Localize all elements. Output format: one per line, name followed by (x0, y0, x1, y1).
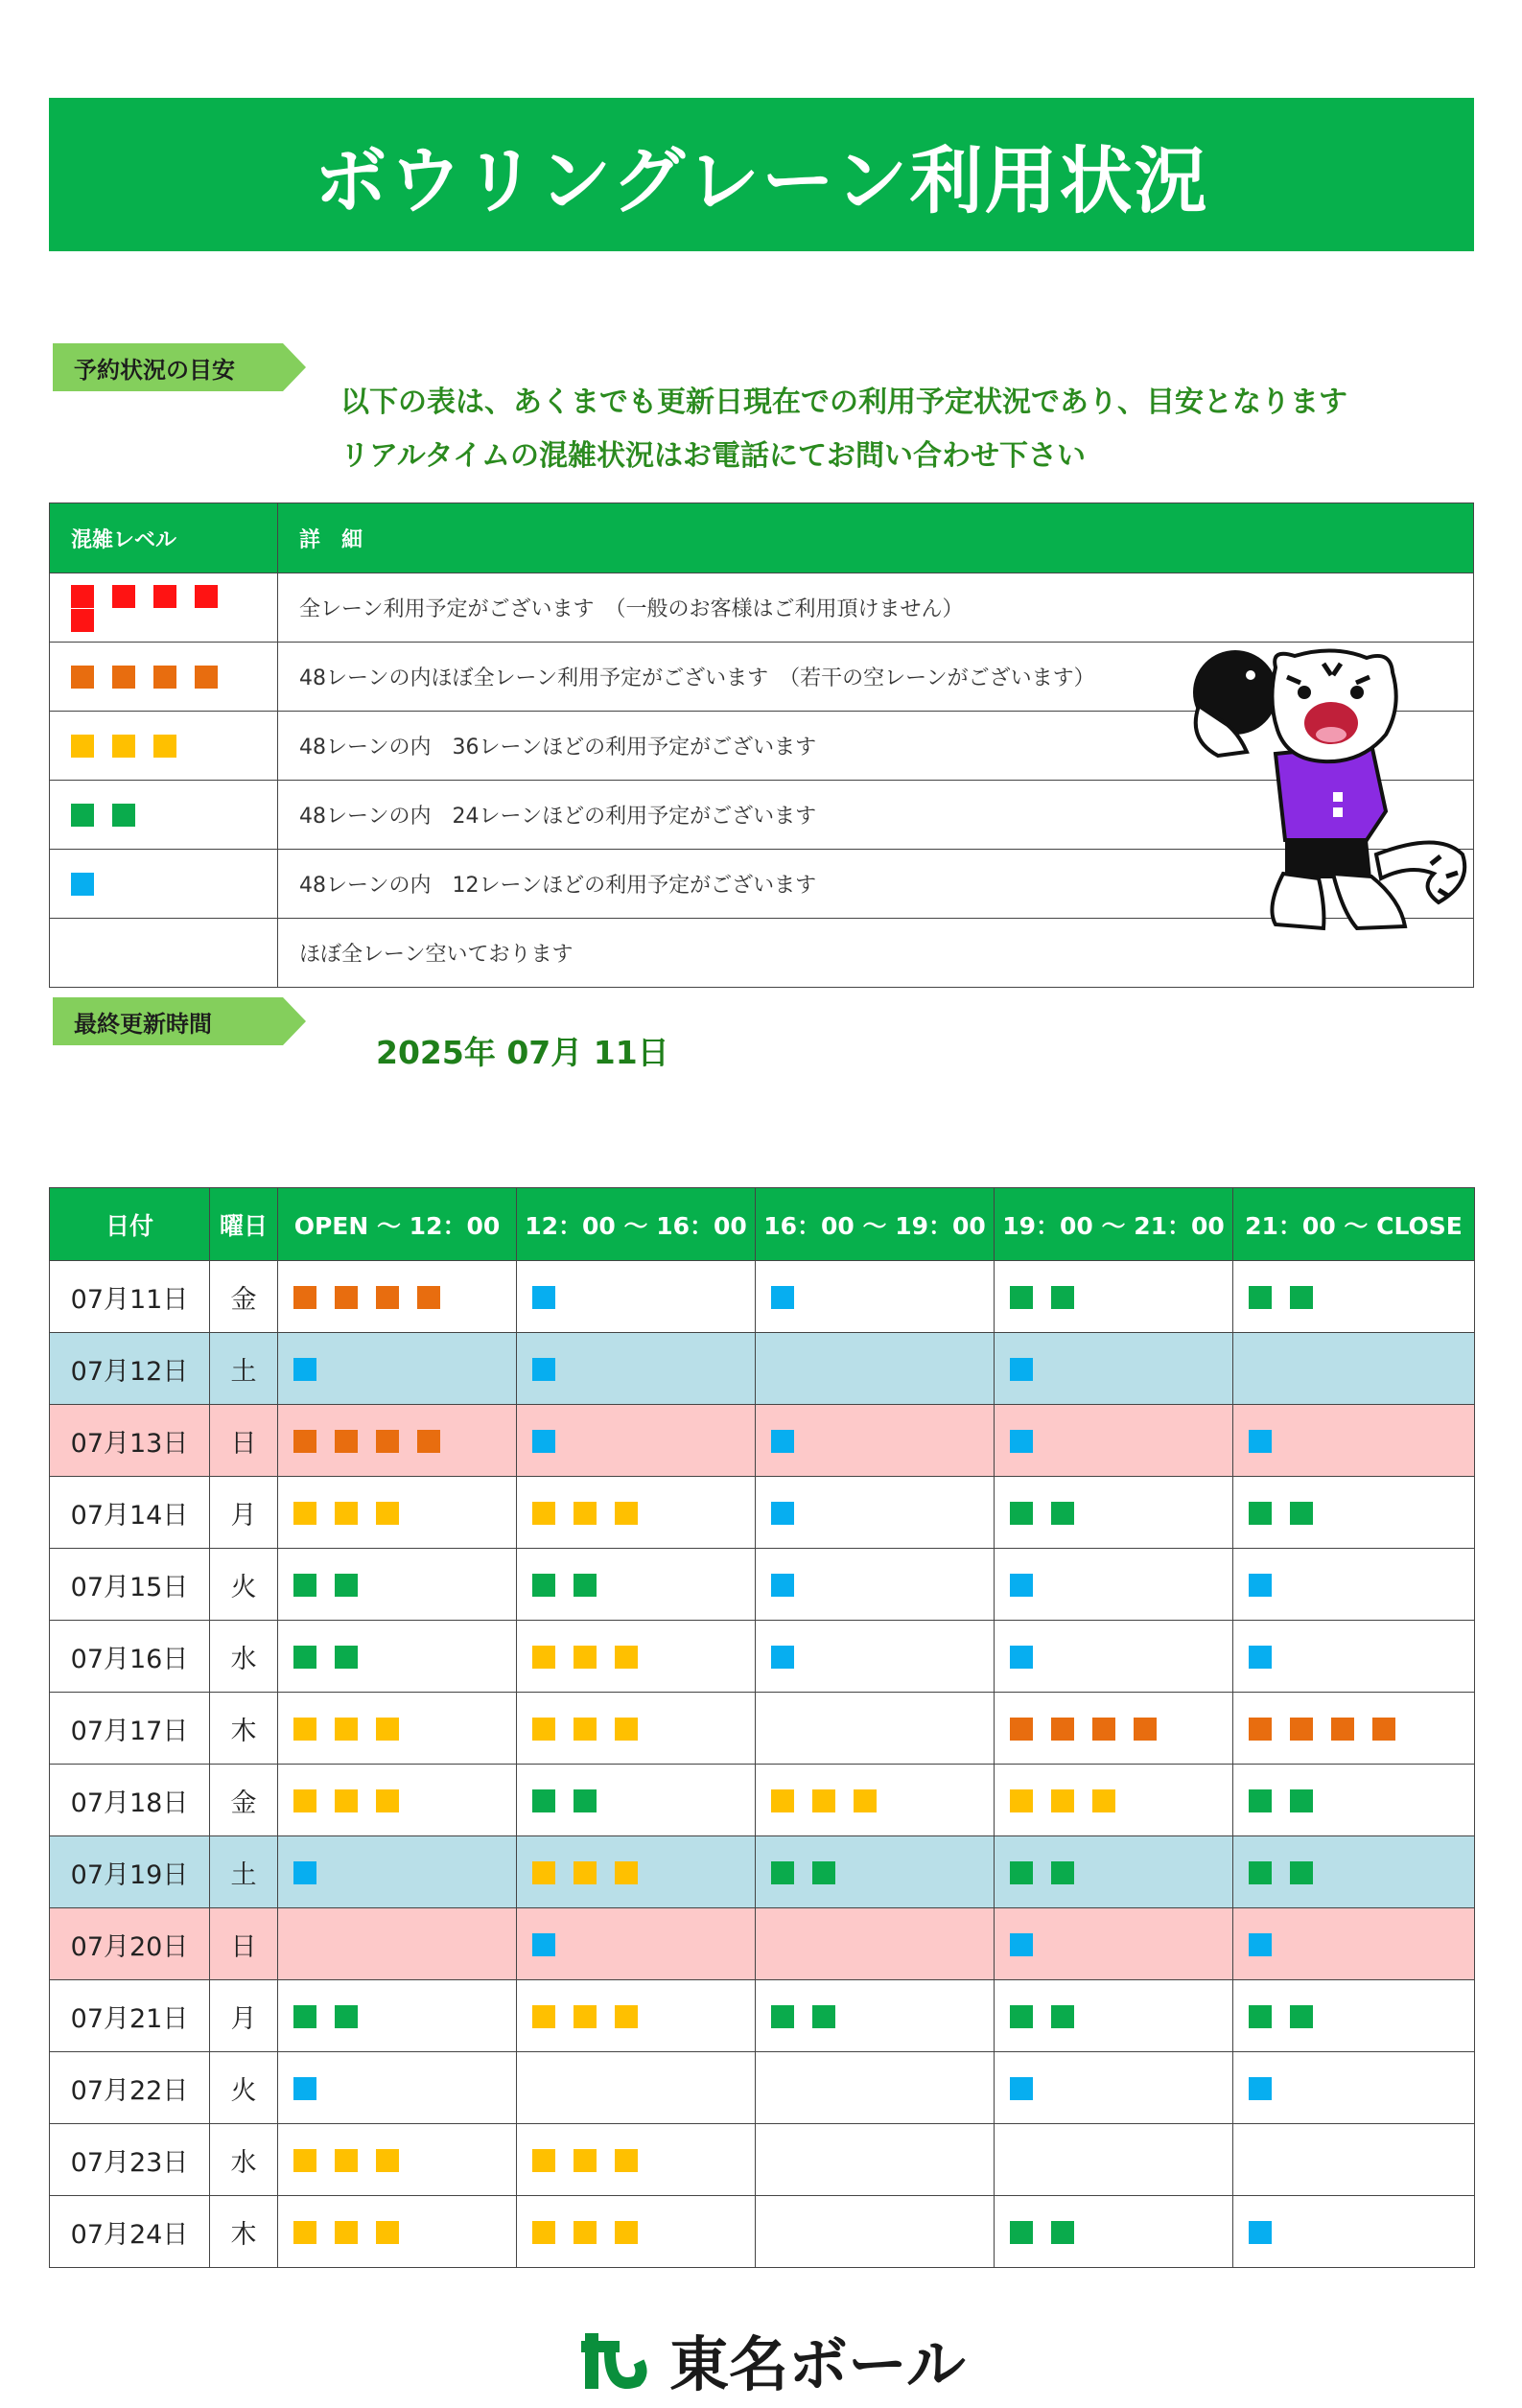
level-2-square-icon (812, 2005, 835, 2028)
header-date: 日付 (50, 1188, 210, 1261)
schedule-row (50, 1549, 1475, 1621)
level-4-square-icon (1331, 1718, 1354, 1741)
slot-cell (1233, 1765, 1475, 1836)
schedule-row (50, 1836, 1475, 1908)
slot-cell (517, 2124, 756, 2196)
slot-cell (517, 1333, 756, 1405)
level-3-square-icon (293, 2221, 316, 2244)
slot-cell (756, 2196, 995, 2268)
level-3-square-icon (812, 1789, 835, 1812)
level-3-square-icon (574, 2005, 597, 2028)
level-3-square-icon (854, 1789, 877, 1812)
date-cell: 07月13日 (50, 1405, 210, 1477)
weekday-cell: 火 (210, 2052, 278, 2124)
weekday-cell: 月 (210, 1477, 278, 1549)
schedule-row (50, 1621, 1475, 1693)
level-3-square-icon (335, 1502, 358, 1525)
weekday-cell: 日 (210, 1908, 278, 1980)
slot-cell (278, 2124, 517, 2196)
date-cell: 07月11日 (50, 1261, 210, 1333)
level-1-square-icon (71, 873, 94, 896)
slot-cell (1233, 1405, 1475, 1477)
weekday-cell: 土 (210, 1333, 278, 1405)
weekday-cell: 金 (210, 1765, 278, 1836)
weekday-cell: 金 (210, 1261, 278, 1333)
level-3-square-icon (574, 1718, 597, 1741)
level-2-square-icon (1290, 1789, 1313, 1812)
level-3-square-icon (376, 1502, 399, 1525)
level-5-square-icon (195, 585, 218, 608)
level-3-square-icon (376, 2149, 399, 2172)
level-4-square-icon (376, 1286, 399, 1309)
date-cell: 07月14日 (50, 1477, 210, 1549)
slot-cell (1233, 1549, 1475, 1621)
slot-cell (517, 1477, 756, 1549)
slot-cell (517, 1621, 756, 1693)
date-cell: 07月19日 (50, 1836, 210, 1908)
legend-level-cell (50, 919, 278, 988)
date-cell: 07月18日 (50, 1765, 210, 1836)
level-1-square-icon (293, 1358, 316, 1381)
level-4-square-icon (293, 1430, 316, 1453)
weekday-cell: 土 (210, 1836, 278, 1908)
level-4-square-icon (1051, 1718, 1074, 1741)
level-3-square-icon (376, 1718, 399, 1741)
slot-cell (756, 1980, 995, 2052)
weekday-cell: 水 (210, 2124, 278, 2196)
slot-cell (517, 1261, 756, 1333)
level-1-square-icon (532, 1430, 555, 1453)
slot-cell (278, 1405, 517, 1477)
level-1-square-icon (1010, 1574, 1033, 1597)
weekday-cell: 火 (210, 1549, 278, 1621)
slot-cell (756, 2052, 995, 2124)
schedule-row (50, 1908, 1475, 1980)
level-1-square-icon (771, 1502, 794, 1525)
level-3-square-icon (376, 1789, 399, 1812)
level-2-square-icon (574, 1789, 597, 1812)
slot-cell (517, 1908, 756, 1980)
level-2-square-icon (1051, 1502, 1074, 1525)
slot-cell (278, 2052, 517, 2124)
level-3-square-icon (532, 2221, 555, 2244)
level-2-square-icon (112, 804, 135, 827)
level-4-square-icon (1249, 1718, 1272, 1741)
slot-cell (1233, 1261, 1475, 1333)
level-3-square-icon (1051, 1789, 1074, 1812)
slot-cell (756, 1261, 995, 1333)
level-2-square-icon (1249, 2005, 1272, 2028)
level-2-square-icon (1249, 1502, 1272, 1525)
level-2-square-icon (1290, 1861, 1313, 1884)
level-4-square-icon (335, 1430, 358, 1453)
level-4-square-icon (376, 1430, 399, 1453)
slot-cell (278, 1693, 517, 1765)
slot-cell (995, 1908, 1233, 1980)
level-2-square-icon (1051, 1861, 1074, 1884)
level-1-square-icon (1249, 1646, 1272, 1669)
level-3-square-icon (335, 2221, 358, 2244)
slot-cell (995, 1477, 1233, 1549)
last-updated-date: 2025年 07月 11日 (376, 1034, 669, 1071)
reservation-guide-tag: 予約状況の目安 (53, 343, 283, 391)
level-3-square-icon (615, 1646, 638, 1669)
legend-row (50, 573, 1474, 643)
level-2-square-icon (1051, 2221, 1074, 2244)
level-2-square-icon (293, 1646, 316, 1669)
level-3-square-icon (615, 1502, 638, 1525)
level-2-square-icon (1249, 1861, 1272, 1884)
slot-cell (995, 1693, 1233, 1765)
legend-detail-cell: 48レーンの内 12レーンほどの利用予定がございます (278, 850, 1474, 919)
level-2-square-icon (1051, 2005, 1074, 2028)
slot-cell (1233, 1333, 1475, 1405)
level-1-square-icon (771, 1574, 794, 1597)
header-weekday: 曜日 (210, 1188, 278, 1261)
level-1-square-icon (532, 1933, 555, 1956)
slot-cell (1233, 1477, 1475, 1549)
slot-cell (1233, 2196, 1475, 2268)
date-cell: 07月12日 (50, 1333, 210, 1405)
level-1-square-icon (532, 1286, 555, 1309)
level-5-square-icon (71, 609, 94, 632)
legend-header-level: 混雑レベル (50, 503, 278, 573)
date-cell: 07月22日 (50, 2052, 210, 2124)
level-2-square-icon (1010, 2221, 1033, 2244)
slot-cell (995, 1765, 1233, 1836)
level-4-square-icon (1092, 1718, 1115, 1741)
level-3-square-icon (615, 2149, 638, 2172)
level-2-square-icon (293, 2005, 316, 2028)
level-3-square-icon (112, 735, 135, 758)
date-cell: 07月16日 (50, 1621, 210, 1693)
slot-cell (517, 1765, 756, 1836)
level-3-square-icon (615, 1718, 638, 1741)
level-1-square-icon (1249, 1574, 1272, 1597)
slot-cell (756, 1765, 995, 1836)
level-4-square-icon (417, 1286, 440, 1309)
schedule-row (50, 1693, 1475, 1765)
level-3-square-icon (574, 1502, 597, 1525)
level-4-square-icon (1372, 1718, 1395, 1741)
legend-level-cell (50, 781, 278, 850)
level-3-square-icon (532, 2149, 555, 2172)
slot-cell (1233, 1980, 1475, 2052)
level-3-square-icon (1010, 1789, 1033, 1812)
slot-cell (278, 1333, 517, 1405)
legend-level-cell (50, 573, 278, 643)
level-3-square-icon (293, 1718, 316, 1741)
level-2-square-icon (812, 1861, 835, 1884)
level-2-square-icon (771, 1861, 794, 1884)
slot-cell (278, 1261, 517, 1333)
level-3-square-icon (532, 1502, 555, 1525)
slot-cell (517, 2052, 756, 2124)
level-2-square-icon (335, 1574, 358, 1597)
weekday-cell: 木 (210, 1693, 278, 1765)
slot-cell (278, 1836, 517, 1908)
slot-cell (756, 1908, 995, 1980)
level-3-square-icon (615, 2221, 638, 2244)
weekday-cell: 水 (210, 1621, 278, 1693)
level-4-square-icon (71, 666, 94, 689)
level-3-square-icon (335, 2149, 358, 2172)
level-3-square-icon (532, 2005, 555, 2028)
schedule-row (50, 2052, 1475, 2124)
slot-cell (517, 1549, 756, 1621)
schedule-row (50, 1477, 1475, 1549)
logo-text: 東名ボール (669, 2329, 966, 2396)
legend-detail-cell: 全レーン利用予定がございます （一般のお客様はご利用頂けません） (278, 573, 1474, 643)
level-2-square-icon (1290, 1502, 1313, 1525)
level-2-square-icon (1010, 1502, 1033, 1525)
level-2-square-icon (771, 2005, 794, 2028)
slot-cell (278, 1980, 517, 2052)
slot-cell (756, 1693, 995, 1765)
slot-cell (756, 1621, 995, 1693)
weekday-cell: 日 (210, 1405, 278, 1477)
slot-cell (517, 1836, 756, 1908)
slot-cell (1233, 1908, 1475, 1980)
legend-detail-cell: ほぼ全レーン空いております (278, 919, 1474, 988)
schedule-row (50, 1405, 1475, 1477)
level-1-square-icon (1249, 1933, 1272, 1956)
level-4-square-icon (112, 666, 135, 689)
tiger-mascot-icon (1180, 648, 1477, 941)
level-4-square-icon (293, 1286, 316, 1309)
date-cell: 07月20日 (50, 1908, 210, 1980)
slot-cell (756, 1549, 995, 1621)
level-3-square-icon (376, 2221, 399, 2244)
slot-cell (756, 2124, 995, 2196)
schedule-row (50, 2196, 1475, 2268)
level-1-square-icon (293, 1861, 316, 1884)
slot-cell (756, 1405, 995, 1477)
level-5-square-icon (112, 585, 135, 608)
slot-cell (756, 1333, 995, 1405)
notice-line-1: 以下の表は、あくまでも更新日現在での利用予定状況であり、目安となります (340, 386, 1347, 419)
slot-cell (756, 1477, 995, 1549)
level-3-square-icon (574, 1646, 597, 1669)
level-1-square-icon (1249, 1430, 1272, 1453)
level-1-square-icon (1249, 2221, 1272, 2244)
slot-cell (995, 2052, 1233, 2124)
legend-level-cell (50, 850, 278, 919)
schedule-row (50, 1765, 1475, 1836)
level-1-square-icon (1010, 1646, 1033, 1669)
level-3-square-icon (293, 2149, 316, 2172)
level-3-square-icon (615, 2005, 638, 2028)
level-1-square-icon (1010, 1358, 1033, 1381)
slot-cell (995, 1333, 1233, 1405)
level-3-square-icon (335, 1789, 358, 1812)
notice-text (340, 376, 1347, 483)
level-4-square-icon (153, 666, 176, 689)
level-3-square-icon (71, 735, 94, 758)
tomei-logo-icon (581, 2324, 984, 2396)
level-1-square-icon (1010, 2077, 1033, 2100)
level-2-square-icon (1010, 1861, 1033, 1884)
slot-cell (995, 2196, 1233, 2268)
title-banner (49, 98, 1474, 251)
level-2-square-icon (1290, 2005, 1313, 2028)
slot-cell (278, 1621, 517, 1693)
level-4-square-icon (335, 1286, 358, 1309)
slot-cell (995, 1405, 1233, 1477)
slot-cell (1233, 2052, 1475, 2124)
level-4-square-icon (417, 1430, 440, 1453)
level-2-square-icon (71, 804, 94, 827)
date-cell: 07月15日 (50, 1549, 210, 1621)
level-2-square-icon (335, 1646, 358, 1669)
level-1-square-icon (532, 1358, 555, 1381)
level-2-square-icon (532, 1789, 555, 1812)
legend-detail-cell: 48レーンの内ほぼ全レーン利用予定がございます （若干の空レーンがございます） (278, 643, 1474, 712)
slot-cell (995, 2124, 1233, 2196)
slot-cell (995, 1261, 1233, 1333)
schedule-row (50, 2124, 1475, 2196)
slot-cell (278, 1549, 517, 1621)
lane-schedule-table (49, 1187, 1475, 2268)
level-3-square-icon (615, 1861, 638, 1884)
header-slot-19-21: 19：00 ～ 21：00 (995, 1188, 1233, 1261)
level-4-square-icon (1010, 1718, 1033, 1741)
level-5-square-icon (153, 585, 176, 608)
schedule-row (50, 1261, 1475, 1333)
slot-cell (1233, 2124, 1475, 2196)
level-2-square-icon (1249, 1286, 1272, 1309)
slot-cell (995, 1836, 1233, 1908)
level-4-square-icon (1290, 1718, 1313, 1741)
level-3-square-icon (532, 1861, 555, 1884)
legend-header-detail: 詳 細 (278, 503, 1474, 573)
schedule-row (50, 1333, 1475, 1405)
level-4-square-icon (1134, 1718, 1157, 1741)
slot-cell (1233, 1836, 1475, 1908)
level-1-square-icon (1010, 1430, 1033, 1453)
slot-cell (517, 1980, 756, 2052)
slot-cell (756, 1836, 995, 1908)
header-slot-16-19: 16：00 ～ 19：00 (756, 1188, 995, 1261)
page-title: ボウリングレーン利用状況 (314, 137, 1209, 223)
level-3-square-icon (532, 1646, 555, 1669)
level-2-square-icon (1290, 1286, 1313, 1309)
header-slot-open-12: OPEN ～ 12：00 (278, 1188, 517, 1261)
level-4-square-icon (195, 666, 218, 689)
level-3-square-icon (335, 1718, 358, 1741)
level-1-square-icon (771, 1430, 794, 1453)
level-3-square-icon (574, 2149, 597, 2172)
slot-cell (1233, 1621, 1475, 1693)
level-3-square-icon (532, 1718, 555, 1741)
slot-cell (517, 1405, 756, 1477)
level-3-square-icon (293, 1789, 316, 1812)
slot-cell (517, 2196, 756, 2268)
level-2-square-icon (1249, 1789, 1272, 1812)
slot-cell (1233, 1693, 1475, 1765)
level-3-square-icon (574, 1861, 597, 1884)
level-2-square-icon (532, 1574, 555, 1597)
level-1-square-icon (1249, 2077, 1272, 2100)
slot-cell (517, 1693, 756, 1765)
level-2-square-icon (1010, 1286, 1033, 1309)
slot-cell (278, 2196, 517, 2268)
header-slot-21-close: 21：00 ～ CLOSE (1233, 1188, 1475, 1261)
level-2-square-icon (574, 1574, 597, 1597)
slot-cell (995, 1980, 1233, 2052)
level-1-square-icon (293, 2077, 316, 2100)
level-2-square-icon (335, 2005, 358, 2028)
level-3-square-icon (293, 1502, 316, 1525)
header-slot-12-16: 12：00 ～ 16：00 (517, 1188, 756, 1261)
level-1-square-icon (771, 1286, 794, 1309)
level-2-square-icon (293, 1574, 316, 1597)
notice-line-2: リアルタイムの混雑状況はお電話にてお問い合わせ下さい (340, 439, 1086, 473)
slot-cell (278, 1908, 517, 1980)
level-3-square-icon (771, 1789, 794, 1812)
level-1-square-icon (1010, 1933, 1033, 1956)
legend-detail-cell: 48レーンの内 24レーンほどの利用予定がございます (278, 781, 1474, 850)
slot-cell (995, 1621, 1233, 1693)
weekday-cell: 月 (210, 1980, 278, 2052)
date-cell: 07月24日 (50, 2196, 210, 2268)
legend-detail-cell: 48レーンの内 36レーンほどの利用予定がございます (278, 712, 1474, 781)
level-2-square-icon (1010, 2005, 1033, 2028)
legend-level-cell (50, 712, 278, 781)
date-cell: 07月21日 (50, 1980, 210, 2052)
level-3-square-icon (574, 2221, 597, 2244)
last-updated-tag: 最終更新時間 (53, 997, 283, 1045)
level-3-square-icon (153, 735, 176, 758)
level-5-square-icon (71, 585, 94, 608)
slot-cell (278, 1477, 517, 1549)
level-1-square-icon (771, 1646, 794, 1669)
date-cell: 07月17日 (50, 1693, 210, 1765)
level-2-square-icon (1051, 1286, 1074, 1309)
weekday-cell: 木 (210, 2196, 278, 2268)
legend-level-cell (50, 643, 278, 712)
date-cell: 07月23日 (50, 2124, 210, 2196)
slot-cell (278, 1765, 517, 1836)
level-3-square-icon (1092, 1789, 1115, 1812)
slot-cell (995, 1549, 1233, 1621)
schedule-row (50, 1980, 1475, 2052)
